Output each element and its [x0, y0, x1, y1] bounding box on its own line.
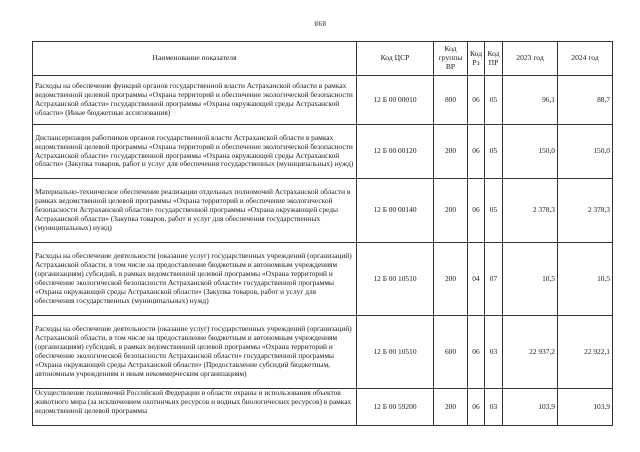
cell-rz: 06 [468, 389, 485, 426]
cell-name: Расходы на обеспечение функций органов государственной власти Астраханской области в рамках ведомственной целевой программы «Охрана территорий и обеспечение экологической безопасности Астраханской области» государственной программы «Охрана окружающей среды Астраханской области» (Иные бюджетные ассигнования) [33, 76, 357, 125]
cell-2023: 22 937,2 [503, 316, 558, 389]
cell-vr: 200 [434, 243, 468, 316]
table-row [33, 76, 613, 125]
cell-pr: 07 [485, 243, 503, 316]
cell-pr: 05 [485, 76, 503, 125]
cell-name: Диспансеризация работников органов государственной власти Астраханской области в рамках ведомственной целевой программы «Охрана территорий и обеспечение экологической безопасности Астраханской области» государственной программы «Охрана окружающей среды Астраханской области» (Закупка товаров, работ и услуг для обеспечения государственных (муниципальных) нужд) [33, 125, 357, 179]
cell-2024: 2 378,3 [558, 179, 613, 243]
table-row [33, 243, 613, 316]
page-number: 898 [314, 19, 326, 27]
table-row [33, 179, 613, 243]
cell-name: Осуществление полномочий Российской Федерации в области охраны и использования объектов животного мира (за исключением охотничьих ресурсов и водных биологических ресурсов) в рамках ведомственной целевой программы [33, 389, 357, 426]
cell-rz: 06 [468, 76, 485, 125]
cell-name: Расходы на обеспечение деятельности (оказание услуг) государственных учреждений (организаций) Астраханской области, в том числе на предоставление бюджетным и автономным учреждениям (организациям) субсидий, в рамках ведомственной целевой программы «Охрана территорий и обеспечение экологической безопасности Астраханской области» государственной программы «Охрана окружающей среды Астраханской области» (Закупка товаров, работ и услуг для обеспечения государственных (муниципальных) нужд) [33, 243, 357, 316]
cell-rz: 06 [468, 125, 485, 179]
header-name: Наименование показателя [33, 42, 357, 76]
cell-rz: 06 [468, 316, 485, 389]
cell-name: Материально-техническое обеспечение реализации отдельных полномочий Астраханской области в рамках ведомственной целевой программы «Охрана территорий и обеспечение экологической безопасности Астраханской области» государственной программы «Охрана окружающей среды Астраханской области» (Закупка товаров, работ и услуг для обеспечения государственных (муниципальных) нужд) [33, 179, 357, 243]
header-csr: Код ЦСР [357, 42, 434, 76]
header-rz: Код Рз [468, 42, 485, 76]
table-row [33, 316, 613, 389]
cell-2024: 22 922,1 [558, 316, 613, 389]
cell-2023: 96,1 [503, 76, 558, 125]
table-row [33, 125, 613, 179]
cell-2023: 2 378,3 [503, 179, 558, 243]
cell-2023: 103,9 [503, 389, 558, 426]
cell-csr: 12 Б 00 10510 [357, 316, 434, 389]
cell-vr: 200 [434, 125, 468, 179]
header-2024: 2024 год [558, 42, 613, 76]
budget-table [32, 41, 613, 426]
cell-pr: 05 [485, 125, 503, 179]
cell-vr: 200 [434, 179, 468, 243]
cell-csr: 12 Б 00 00120 [357, 125, 434, 179]
cell-csr: 12 Б 00 59200 [357, 389, 434, 426]
cell-csr: 12 Б 00 10510 [357, 243, 434, 316]
cell-pr: 03 [485, 389, 503, 426]
cell-vr: 200 [434, 389, 468, 426]
cell-vr: 600 [434, 316, 468, 389]
table-row [33, 389, 613, 426]
cell-2023: 10,5 [503, 243, 558, 316]
cell-pr: 03 [485, 316, 503, 389]
cell-vr: 800 [434, 76, 468, 125]
cell-2024: 10,5 [558, 243, 613, 316]
cell-2024: 150,0 [558, 125, 613, 179]
cell-2023: 150,0 [503, 125, 558, 179]
cell-rz: 04 [468, 243, 485, 316]
header-pr: Код ПР [485, 42, 503, 76]
cell-2024: 88,7 [558, 76, 613, 125]
cell-csr: 12 Б 00 00140 [357, 179, 434, 243]
cell-csr: 12 Б 00 00010 [357, 76, 434, 125]
cell-rz: 06 [468, 179, 485, 243]
table-header-row [33, 42, 613, 76]
header-vr: Код группы ВР [434, 42, 468, 76]
cell-pr: 05 [485, 179, 503, 243]
cell-2024: 103,9 [558, 389, 613, 426]
header-2023: 2023 год [503, 42, 558, 76]
cell-name: Расходы на обеспечение деятельности (оказание услуг) государственных учреждений (организаций) Астраханской области, в том числе на предоставление бюджетным и автономным учреждениям (организациям) субсидий, в рамках ведомственной целевой программы «Охрана территорий и обеспечение экологической безопасности Астраханской области» государственной программы «Охрана окружающей среды Астраханской области» (Предоставление субсидий бюджетным, автономным учреждениям и иным некоммерческим организациям) [33, 316, 357, 389]
